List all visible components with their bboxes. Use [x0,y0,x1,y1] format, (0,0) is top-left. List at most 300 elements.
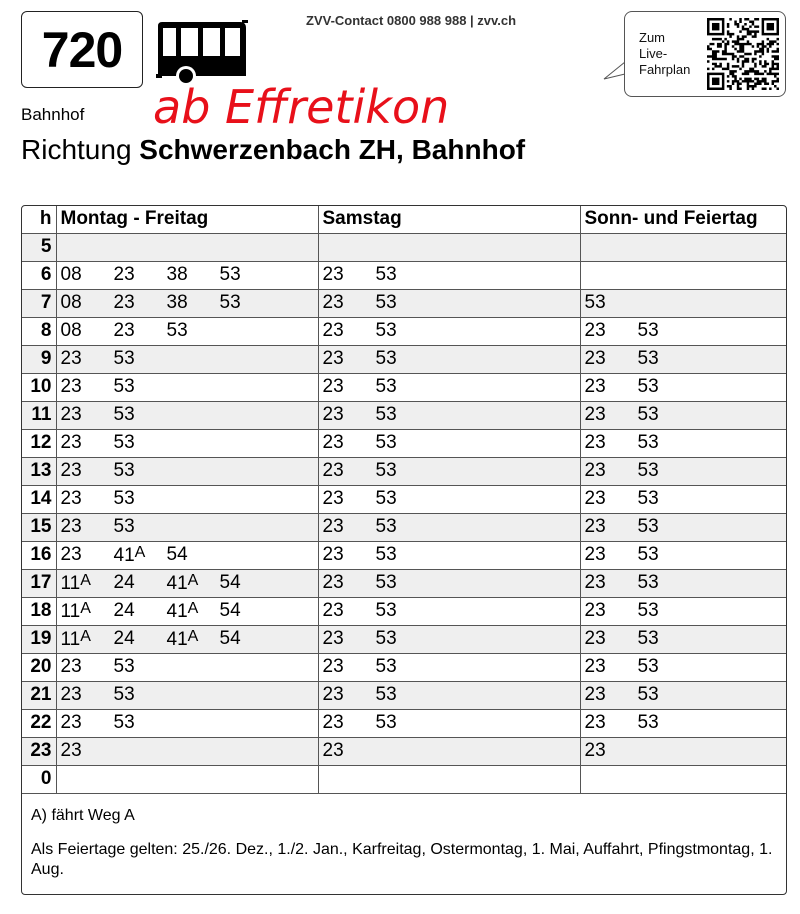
departure-minute [220,292,273,314]
departure-minute [323,348,376,370]
weekday-cell [56,737,318,765]
departure-minute [323,600,376,622]
minute-value: 53 [637,320,659,341]
departure-minute [114,348,167,370]
departure-minute [61,348,114,370]
saturday-cell [318,485,580,513]
departure-minute [585,488,638,510]
minute-value: 53 [637,712,659,733]
minute-value: 54 [219,627,241,649]
hour-cell: 11 [22,401,56,429]
departure-minute [585,684,638,706]
departure-minute [114,656,167,678]
sunday-cell [580,737,786,765]
departure-minute [376,684,429,706]
minute-value: 53 [375,516,397,537]
departure-minute [585,740,638,762]
departure-minute [167,572,220,595]
departure-minute [167,320,220,342]
minute-value: 41 [166,572,188,594]
departure-minute [323,544,376,566]
minute-value: 53 [113,684,135,705]
minute-value: 23 [322,376,344,397]
minute-value: 23 [584,544,606,565]
departure-minute [585,320,638,342]
departure-minute [61,488,114,510]
hour-cell: 10 [22,373,56,401]
minute-value: 23 [60,516,82,537]
departure-minute [323,264,376,286]
sunday-cell [580,709,786,737]
minute-value: 53 [637,460,659,481]
minute-value: 23 [584,628,606,649]
departure-minute [323,572,376,594]
minute-value: 23 [322,320,344,341]
table-row [22,541,786,569]
departure-minute [323,712,376,734]
minute-value: 23 [322,264,344,285]
line-number-badge: 720 [21,11,143,88]
departure-minute [638,516,691,538]
minute-value: 24 [113,627,135,649]
minute-value: 11 [60,628,81,650]
saturday-cell [318,513,580,541]
sunday-cell [580,653,786,681]
departure-minute [585,348,638,370]
departure-minute [114,572,167,595]
direction-prefix: Richtung [21,134,132,165]
minute-value: 23 [584,572,606,593]
departure-minute [114,544,167,567]
sunday-cell [580,513,786,541]
minute-value: 23 [584,460,606,481]
minute-value: 23 [60,404,82,425]
minute-value: 41 [166,600,188,622]
weekday-cell [56,625,318,653]
saturday-cell [318,709,580,737]
weekday-column-header: Montag - Freitag [56,206,318,233]
minute-value: 53 [637,488,659,509]
minute-value: 53 [375,488,397,509]
departure-minute [376,320,429,342]
saturday-cell [318,401,580,429]
saturday-cell [318,653,580,681]
minute-value: 53 [375,684,397,705]
sunday-cell [580,765,786,793]
hour-cell: 14 [22,485,56,513]
departure-minute [114,684,167,706]
departure-minute [376,376,429,398]
minute-value: 23 [322,292,344,313]
hour-cell: 8 [22,317,56,345]
minute-value: 23 [60,460,82,481]
saturday-cell [318,289,580,317]
departure-minute [61,404,114,426]
hour-cell: 20 [22,653,56,681]
departure-minute [61,740,114,762]
minute-value: 23 [113,292,135,313]
saturday-cell [318,233,580,261]
hour-cell: 0 [22,765,56,793]
sunday-cell [580,345,786,373]
departure-minute [167,600,220,623]
minute-value: 23 [584,320,606,341]
minute-value: 53 [219,292,241,313]
saturday-cell [318,569,580,597]
table-row [22,233,786,261]
minute-value: 53 [113,488,135,509]
departure-minute [376,432,429,454]
saturday-cell [318,317,580,345]
departure-minute [323,740,376,762]
departure-minute [376,292,429,314]
minute-value: 53 [637,544,659,565]
departure-minute [638,712,691,734]
minute-value: 53 [219,264,241,285]
departure-minute [585,628,638,650]
minute-value: 53 [375,600,397,621]
departure-minute [114,264,167,286]
minute-value: 53 [375,292,397,313]
minute-value: 53 [637,600,659,621]
departure-minute [220,600,273,623]
weekday-cell [56,653,318,681]
hour-cell: 5 [22,233,56,261]
departure-minute [323,684,376,706]
departure-minute [376,460,429,482]
sunday-column-header: Sonn- und Feiertag [580,206,786,233]
minute-value: 23 [584,684,606,705]
weekday-cell [56,345,318,373]
hour-cell: 15 [22,513,56,541]
minute-value: 53 [637,572,659,593]
hour-cell: 19 [22,625,56,653]
departure-minute [585,600,638,622]
sunday-cell [580,541,786,569]
saturday-cell [318,373,580,401]
departure-minute [376,348,429,370]
weekday-cell [56,401,318,429]
hour-cell: 7 [22,289,56,317]
departure-minute [323,516,376,538]
sunday-cell [580,289,786,317]
header-row [22,206,786,233]
departure-minute [61,516,114,538]
table-row [22,289,786,317]
departure-minute [61,460,114,482]
minute-value: 23 [584,656,606,677]
departure-minute [376,488,429,510]
table-row [22,401,786,429]
timetable-grid [22,206,786,794]
table-row [22,597,786,625]
saturday-cell [318,681,580,709]
minute-value: 23 [584,488,606,509]
minute-value: 53 [637,376,659,397]
departure-minute [376,404,429,426]
minute-value: 23 [60,376,82,397]
weekday-cell [56,485,318,513]
minute-value: 41 [166,628,188,650]
sunday-cell [580,457,786,485]
minute-value: 53 [113,432,135,453]
departure-minute [61,376,114,398]
minute-value: 23 [322,348,344,369]
minute-value: 23 [584,348,606,369]
minute-value: 53 [166,320,188,341]
hour-cell: 13 [22,457,56,485]
departure-minute [220,572,273,595]
departure-minute [167,544,220,567]
minute-value: 53 [375,460,397,481]
minute-value: 53 [113,376,135,397]
footer-notes [31,806,777,880]
hour-cell: 21 [22,681,56,709]
minute-value: 54 [166,543,188,565]
minute-value: 23 [60,432,82,453]
minute-value: 23 [584,600,606,621]
sunday-cell [580,681,786,709]
holiday-note: Als Feiertage gelten: 25./26. Dez., 1./2. Jan., Karfreitag, Ostermontag, 1. Mai, Auffahrt, Pfingstmontag, 1. Aug. [31,841,773,878]
weekday-cell [56,597,318,625]
departure-minute [638,656,691,678]
minute-value: 23 [60,543,82,565]
sunday-cell [580,317,786,345]
minute-value: 53 [113,404,135,425]
minute-value: 11 [60,572,81,594]
sunday-cell [580,625,786,653]
minute-value: 23 [60,712,82,733]
departure-minute [585,404,638,426]
hour-cell: 9 [22,345,56,373]
table-row [22,373,786,401]
weekday-cell [56,317,318,345]
weekday-cell [56,429,318,457]
table-row [22,681,786,709]
departure-minute [220,628,273,651]
departure-minute [61,684,114,706]
route-note: A [80,599,91,617]
minute-value: 24 [113,571,135,593]
table-row [22,429,786,457]
minute-value: 23 [322,432,344,453]
table-row [22,765,786,793]
departure-minute [376,544,429,566]
route-note: A [187,571,199,589]
saturday-cell [318,737,580,765]
bus-icon [156,18,250,84]
saturday-column-header: Samstag [318,206,580,233]
route-note: A [134,543,146,561]
departure-minute [114,460,167,482]
saturday-cell [318,765,580,793]
departure-minute [114,600,167,623]
minute-value: 23 [322,404,344,425]
minute-value: 53 [637,348,659,369]
minute-value: 23 [584,712,606,733]
direction-line [21,134,525,166]
minute-value: 53 [637,516,659,537]
live-plan-bubble[interactable] [624,11,786,97]
departure-minute [585,544,638,566]
table-row [22,345,786,373]
table-row [22,457,786,485]
departure-minute [585,292,638,314]
departure-minute [323,628,376,650]
minute-value: 23 [60,740,82,761]
departure-minute [61,432,114,454]
minute-value: 23 [322,572,344,593]
weekday-cell [56,709,318,737]
minute-value: 54 [219,599,241,621]
departure-minute [585,432,638,454]
departure-minute [167,264,220,286]
minute-value: 23 [584,376,606,397]
footnote-a: A) fährt Weg A [31,807,135,824]
minute-value: 23 [322,684,344,705]
minute-value: 53 [637,628,659,649]
hour-column-header: h [22,206,56,233]
minute-value: 53 [637,432,659,453]
destination: Schwerzenbach ZH, Bahnhof [139,134,526,165]
departure-minute [638,460,691,482]
minute-value: 53 [375,572,397,593]
sunday-cell [580,401,786,429]
weekday-cell [56,457,318,485]
departure-minute [114,404,167,426]
departure-minute [376,712,429,734]
minute-value: 23 [322,628,344,649]
route-note: A [187,599,199,617]
sunday-cell [580,569,786,597]
hour-cell: 22 [22,709,56,737]
minute-value: 23 [322,656,344,677]
minute-value: 53 [113,516,135,537]
minute-value: 53 [584,292,606,313]
saturday-cell [318,345,580,373]
departure-minute [638,320,691,342]
minute-value: 08 [60,292,82,313]
table-row [22,513,786,541]
minute-value: 11 [60,600,81,622]
minute-value: 53 [375,264,397,285]
minute-value: 53 [637,656,659,677]
qr-code-icon[interactable] [707,18,779,90]
departure-minute [376,264,429,286]
minute-value: 23 [60,656,82,677]
departure-minute [638,600,691,622]
sunday-cell [580,429,786,457]
route-note: A [80,627,91,645]
route-note: A [187,627,199,645]
departure-minute [376,628,429,650]
weekday-cell [56,261,318,289]
minute-value: 23 [584,432,606,453]
minute-value: 53 [113,348,135,369]
departure-minute [638,432,691,454]
minute-value: 53 [375,320,397,341]
departure-minute [638,404,691,426]
departure-minute [220,264,273,286]
minute-value: 08 [60,320,82,341]
sunday-cell [580,485,786,513]
departure-minute [638,488,691,510]
departure-minute [323,656,376,678]
departure-minute [638,684,691,706]
minute-value: 38 [166,264,188,285]
departure-minute [638,376,691,398]
table-row [22,709,786,737]
live-plan-label: Zum Live- Fahrplan [639,30,691,77]
departure-minute [323,488,376,510]
hour-cell: 23 [22,737,56,765]
departure-minute [638,348,691,370]
departure-minute [61,628,114,651]
minute-value: 41 [113,544,135,566]
departure-minute [585,376,638,398]
departure-minute [585,656,638,678]
departure-minute [114,712,167,734]
minute-value: 23 [584,740,606,761]
departure-minute [638,628,691,650]
departure-minute [323,460,376,482]
saturday-cell [318,261,580,289]
weekday-cell [56,233,318,261]
minute-value: 08 [60,264,82,285]
departure-minute [61,544,114,567]
minute-value: 53 [113,460,135,481]
departure-minute [323,292,376,314]
minute-value: 23 [60,488,82,509]
table-row [22,737,786,765]
departure-minute [114,488,167,510]
timetable [21,205,787,895]
minute-value: 53 [375,656,397,677]
departure-minute [585,572,638,594]
departure-minute [167,628,220,651]
minute-value: 23 [322,488,344,509]
minute-value: 53 [375,404,397,425]
minute-value: 23 [322,712,344,733]
departure-minute [585,460,638,482]
sunday-cell [580,233,786,261]
departure-minute [61,656,114,678]
departure-minute [114,628,167,651]
minute-value: 23 [322,544,344,565]
minute-value: 53 [375,348,397,369]
saturday-cell [318,625,580,653]
minute-value: 53 [113,712,135,733]
departure-minute [61,264,114,286]
departure-minute [61,572,114,595]
weekday-cell [56,373,318,401]
minute-value: 53 [375,432,397,453]
table-row [22,317,786,345]
minute-value: 23 [584,516,606,537]
departure-minute [167,292,220,314]
weekday-cell [56,289,318,317]
stop-name: Bahnhof [21,105,85,124]
minute-value: 53 [375,376,397,397]
departure-minute [323,376,376,398]
departure-minute [376,656,429,678]
hour-cell: 16 [22,541,56,569]
table-row [22,261,786,289]
departure-minute [61,292,114,314]
minute-value: 23 [60,348,82,369]
hour-cell: 12 [22,429,56,457]
departure-minute [376,600,429,622]
